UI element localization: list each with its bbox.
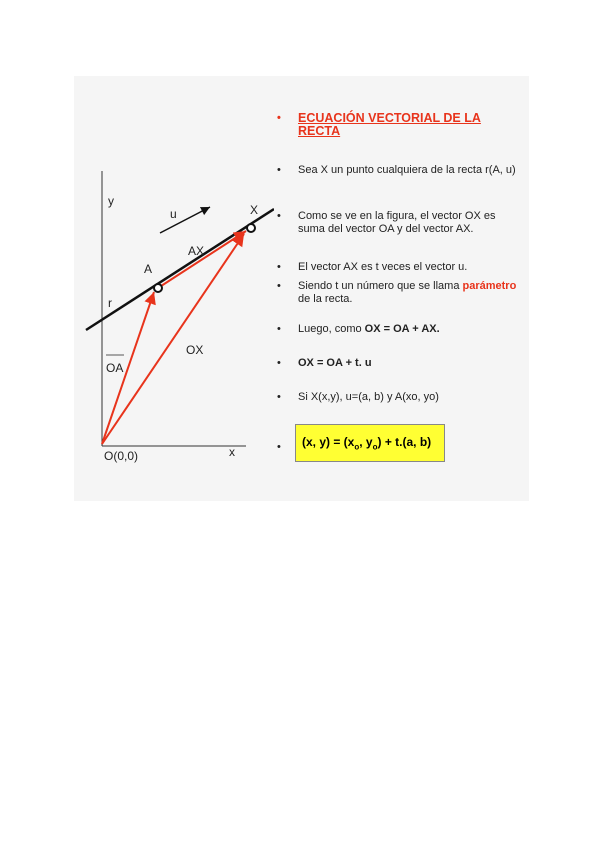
bullet-marker: • <box>277 280 281 292</box>
bullet-text-pre: Luego, como <box>298 323 362 335</box>
bullet-marker: • <box>277 323 281 335</box>
equation-vector: OX = OA + t. u <box>298 357 372 369</box>
bullet-marker: • <box>277 357 281 369</box>
final-equation-box <box>295 424 445 462</box>
bullet-marker: • <box>277 441 281 453</box>
bullet-text: Si X(x,y), u=(a, b) y A(xo, yo) <box>298 391 439 403</box>
point-X-label: X <box>250 203 259 217</box>
point-A-label: A <box>144 262 153 276</box>
vector-AX-label: AX <box>188 244 205 258</box>
vector-u <box>160 207 210 233</box>
bullet-marker: • <box>277 261 281 273</box>
final-eq-part-a: (x, y) = (x <box>302 435 355 449</box>
vector-AX <box>158 231 246 288</box>
bullet-text: Sea X un punto cualquiera de la recta r(A, u) <box>298 164 516 176</box>
vector-OX <box>102 234 244 444</box>
vector-OA-label: OA <box>106 361 124 375</box>
parameter-keyword: parámetro <box>462 280 517 292</box>
bullet-marker: • <box>277 112 281 124</box>
bullet-text: El vector AX es t veces el vector u. <box>298 261 468 273</box>
point-A <box>154 284 162 292</box>
bullet-text-post: de la recta. <box>298 293 353 305</box>
final-eq-sub1: o <box>354 442 360 452</box>
point-X <box>247 224 255 232</box>
vector-u-label: u <box>170 207 177 221</box>
bullet-text <box>298 280 518 306</box>
final-eq-part-c: ) + t.(a, b) <box>377 435 432 449</box>
vector-OX-label: OX <box>186 343 204 357</box>
bullet-text: Como se ve en la figura, el vector OX es suma del vector OA y del vector AX. <box>298 210 496 235</box>
bullet-text <box>298 323 518 336</box>
x-axis-label: x <box>229 445 235 459</box>
bullet-text-pre: Siendo t un número que se llama <box>298 280 460 292</box>
line-r-label: r <box>108 296 112 310</box>
bullet-marker: • <box>277 164 281 176</box>
slide <box>74 76 529 501</box>
line-r <box>86 209 274 330</box>
bullet-marker: • <box>277 391 281 403</box>
final-eq-sub2: o <box>372 442 378 452</box>
y-axis-label: y <box>108 194 114 208</box>
vector-diagram <box>74 76 274 501</box>
section-title: ECUACIÓN VECTORIAL DE LA RECTA <box>298 111 481 138</box>
equation-inline: OX = OA + AX. <box>364 323 440 335</box>
origin-label: O(0,0) <box>104 449 139 463</box>
final-eq-part-b: , y <box>359 435 373 449</box>
bullet-marker: • <box>277 210 281 222</box>
